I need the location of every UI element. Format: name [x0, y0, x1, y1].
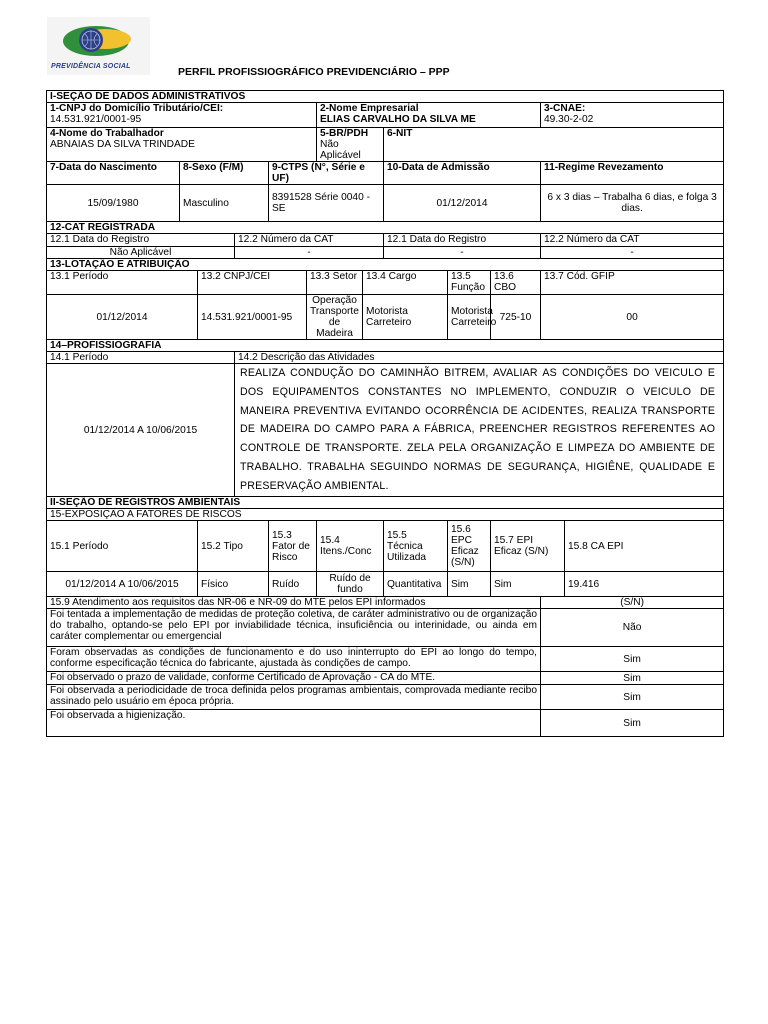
prof-h-desc: 14.2 Descrição das Atividades [235, 352, 724, 364]
regime-value: 6 x 3 dias – Trabalha 6 dias, e folga 3 dias. [541, 185, 724, 222]
requisito-value: Sim [541, 672, 724, 685]
ctps-value: 8391528 Série 0040 - SE [269, 185, 384, 222]
exp-v-ca: 19.416 [565, 572, 724, 597]
exp-h-itens: 15.4 Itens./Conc [317, 521, 384, 572]
cat-v1: Não Aplicável [47, 247, 235, 259]
exp-v-periodo: 01/12/2014 A 10/06/2015 [47, 572, 198, 597]
exp-v-fator: Ruído [269, 572, 317, 597]
trabalhador-value: ABNAIAS DA SILVA TRINDADE [50, 139, 195, 150]
exp-h-tecnica: 15.5 Técnica Utilizada [384, 521, 448, 572]
sexo-label: 8-Sexo (F/M) [180, 162, 269, 185]
lotacao-v-periodo: 01/12/2014 [47, 295, 198, 340]
exp-h-ca: 15.8 CA EPI [565, 521, 724, 572]
cat-h1: 12.1 Data do Registro [47, 234, 235, 247]
lotacao-v-cnpj: 14.531.921/0001-95 [198, 295, 307, 340]
empresa-label: 2-Nome Empresarial [320, 103, 419, 114]
lotacao-h-cargo: 13.4 Cargo [363, 271, 448, 295]
cnpj-value: 14.531.921/0001-95 [50, 114, 142, 125]
exp-v-epi: Sim [491, 572, 565, 597]
lotacao-h-cbo: 13.6 CBO [491, 271, 541, 295]
exp-v-tecnica: Quantitativa [384, 572, 448, 597]
exp-h-fator: 15.3 Fator de Risco [269, 521, 317, 572]
cat-v3: - [384, 247, 541, 259]
nit-label: 6-NIT [387, 128, 413, 139]
requisito-text: Foi tentada a implementação de medidas de proteção coletiva, de caráter administrativo ou de organização do trabalho, optando-se pelo EPI por inviabilidade técnica, insuficiência ou interinidade, ou ainda em caráter complementar ou emergencial [47, 609, 541, 647]
empresa-cell [317, 103, 541, 128]
requisito-text: Foi observada a periodicidade de troca definida pelos programas ambientais, comprovada mediante recibo assinado pelo usuário em época própria. [47, 685, 541, 710]
cat-h3: 12.1 Data do Registro [384, 234, 541, 247]
lotacao-v-funcao: Motorista Carreteiro [448, 295, 491, 340]
empresa-value: ELIAS CARVALHO DA SILVA ME [320, 114, 476, 125]
requisitos-title: 15.9 Atendimento aos requisitos das NR-06 e NR-09 do MTE pelos EPI informados [47, 597, 541, 609]
prof-h-periodo: 14.1 Período [47, 352, 235, 364]
requisito-value: Sim [541, 685, 724, 710]
ppp-form-table [46, 90, 724, 737]
cnae-value: 49.30-2-02 [544, 114, 594, 125]
cat-v2: - [235, 247, 384, 259]
requisito-text: Foram observadas as condições de funcionamento e do uso ininterrupto do EPI ao longo do tempo, conforme especificação técnica do fabricante, ajustada às condições de campo. [47, 647, 541, 672]
exp-h-epc: 15.6 EPC Eficaz (S/N) [448, 521, 491, 572]
br-value: Não Aplicável [320, 139, 361, 161]
lotacao-h-setor: 13.3 Setor [307, 271, 363, 295]
requisito-value: Não [541, 609, 724, 647]
exp-h-epi: 15.7 EPI Eficaz (S/N) [491, 521, 565, 572]
cnpj-cell [47, 103, 317, 128]
cat-h2: 12.2 Número da CAT [235, 234, 384, 247]
lotacao-h-gfip: 13.7 Cód. GFIP [541, 271, 724, 295]
cnae-cell [541, 103, 724, 128]
document-title: PERFIL PROFISSIOGRÁFICO PREVIDENCIÁRIO – PPP [178, 66, 450, 78]
logo [47, 17, 150, 75]
nit-cell [384, 128, 724, 162]
logo-text: PREVIDÊNCIA SOCIAL [51, 63, 131, 70]
exposicao-title: 15-EXPOSIÇÃO A FATORES DE RISCOS [47, 509, 724, 521]
lotacao-v-cargo: Motorista Carreteiro [363, 295, 448, 340]
cat-title: 12-CAT REGISTRADA [47, 222, 724, 234]
cnae-label: 3-CNAE: [544, 103, 586, 114]
lotacao-h-periodo: 13.1 Período [47, 271, 198, 295]
prof-v-periodo: 01/12/2014 A 10/06/2015 [47, 364, 235, 497]
admissao-label: 10-Data de Admissão [384, 162, 541, 185]
exp-h-periodo: 15.1 Período [47, 521, 198, 572]
prof-v-desc: REALIZA CONDUÇÃO DO CAMINHÃO BITREM, AVALIAR AS CONDIÇÕES DO VEICULO E DOS EQUIPAMENTOS CONSTANTES NO IMPLEMENTO, CONDUZIR O VEICULO DE MANEIRA PREVENTIVA EVITANDO OCORRÊNCIA DE ACIDENTES, REALIZA TRANSPORTE DE MADEIRA DO CAMPO PARA A FÁBRICA, PREENCHER REGISTROS REFERENTES AO CONTROLE DE TRANSPORTE. ZELA PELA ORGANIZAÇÃO E LIMPEZA DO AMBIENTE DE TRABALHO. TRABALHA SEGUINDO NORMAS DE SEGURANÇA, HIGIÊNE, QUALIDADE E PRESERVAÇÃO AMBIENTAL. [235, 364, 724, 497]
lotacao-title: 13-LOTAÇÃO E ATRIBUIÇÃO [47, 259, 724, 271]
requisito-text: Foi observada a higienização. [47, 710, 541, 737]
requisito-text: Foi observado o prazo de validade, conforme Certificado de Aprovação - CA do MTE. [47, 672, 541, 685]
exp-v-tipo: Físico [198, 572, 269, 597]
requisito-value: Sim [541, 647, 724, 672]
trabalhador-label: 4-Nome do Trabalhador [50, 128, 164, 139]
profissiografia-title: 14–PROFISSIOGRAFIA [47, 340, 724, 352]
requisito-value: Sim [541, 710, 724, 737]
cnpj-label: 1-CNPJ do Domicílio Tributário/CEI: [50, 103, 224, 114]
exp-v-epc: Sim [448, 572, 491, 597]
section-ambientais-title: II-SEÇÃO DE REGISTROS AMBIENTAIS [47, 497, 724, 509]
lotacao-v-cbo: 725-10 [491, 295, 541, 340]
nascimento-label: 7-Data do Nascimento [47, 162, 180, 185]
nascimento-value: 15/09/1980 [47, 185, 180, 222]
trabalhador-cell [47, 128, 317, 162]
lotacao-h-funcao: 13.5 Função [448, 271, 491, 295]
exp-h-tipo: 15.2 Tipo [198, 521, 269, 572]
cat-h4: 12.2 Número da CAT [541, 234, 724, 247]
lotacao-v-gfip: 00 [541, 295, 724, 340]
lotacao-v-setor: Operação Transporte de Madeira [307, 295, 363, 340]
br-cell [317, 128, 384, 162]
ctps-label: 9-CTPS (N°, Série e UF) [269, 162, 384, 185]
section-admin-title: I-SEÇÃO DE DADOS ADMINISTRATIVOS [47, 91, 724, 103]
br-label: 5-BR/PDH [320, 128, 369, 139]
exp-v-itens: Ruído de fundo [317, 572, 384, 597]
admissao-value: 01/12/2014 [384, 185, 541, 222]
requisitos-sn-label: (S/N) [541, 597, 724, 609]
lotacao-h-cnpj: 13.2 CNPJ/CEI [198, 271, 307, 295]
sexo-value: Masculino [180, 185, 269, 222]
regime-label: 11-Regime Revezamento [541, 162, 724, 185]
cat-v4: - [541, 247, 724, 259]
